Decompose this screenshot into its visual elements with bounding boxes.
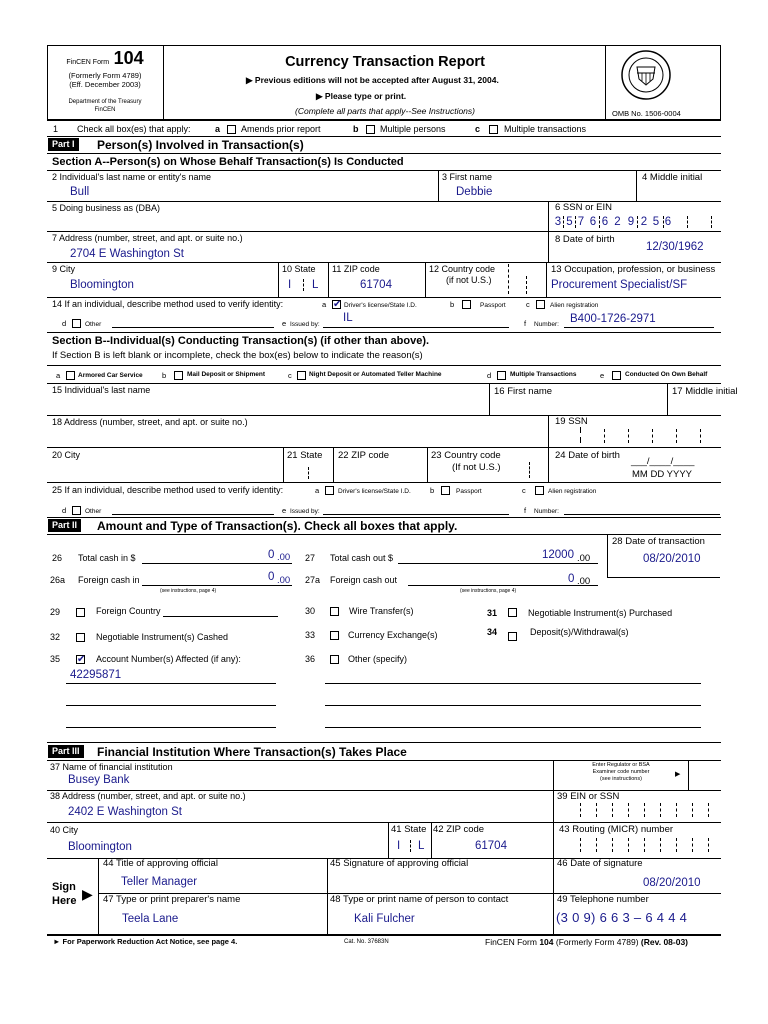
f26a-cents: .00 — [277, 575, 291, 586]
type-print-text: Please type or print. — [324, 91, 407, 101]
footer-form-number: 104 — [539, 937, 554, 947]
f14-c-label: Alien registration — [550, 302, 599, 309]
foreign-country-checkbox[interactable] — [76, 608, 85, 617]
f3-label: 3 First name — [442, 172, 493, 182]
f42-label: 42 ZIP code — [433, 824, 485, 835]
f42-zip-value[interactable]: 61704 — [475, 840, 507, 852]
f47-preparer-value[interactable]: Teela Lane — [122, 913, 179, 925]
f14-alien-registration-checkbox[interactable] — [536, 300, 545, 309]
f26a-label: Foreign cash in — [78, 575, 140, 585]
f6-label: 6 SSN or EIN — [555, 202, 613, 213]
f16-label: 16 First name — [494, 386, 553, 397]
amends-prior-checkbox[interactable] — [227, 125, 236, 134]
arrow-right-icon: ► — [53, 937, 61, 946]
deposit-withdrawal-checkbox[interactable] — [508, 632, 517, 641]
f6-ssn-value[interactable] — [552, 216, 674, 229]
f7-label: 7 Address (number, street, and apt. or suite no.) — [52, 233, 243, 243]
f41-state-digit-1[interactable]: I — [397, 840, 401, 852]
f14-other-checkbox[interactable] — [72, 319, 81, 328]
f17-label: 17 Middle initial — [672, 386, 738, 397]
f26-label: Total cash in $ — [78, 553, 136, 563]
f25-f-letter: f — [524, 506, 527, 515]
ssn-digit: 6 — [601, 216, 609, 228]
f41-label: 41 State — [391, 824, 427, 835]
form-formerly — [50, 71, 160, 89]
f39-label: 39 EIN or SSN — [557, 791, 620, 802]
f20-label: 20 City — [52, 450, 81, 460]
line1-b-letter: b — [353, 124, 359, 134]
ssn-digit: 2 — [640, 216, 648, 228]
f44-title-value[interactable]: Teller Manager — [121, 876, 198, 888]
instrument-cashed-checkbox[interactable] — [76, 633, 85, 642]
f10-label: 10 State — [282, 264, 316, 274]
f45-label: 45 Signature of approving official — [330, 858, 469, 869]
footer-rev: (Rev. 08-03) — [640, 937, 689, 947]
f35-label: Account Number(s) Affected (if any): — [96, 654, 241, 664]
f30-label: Wire Transfer(s) — [349, 606, 414, 616]
f26a-foreign-in-value[interactable]: 0 — [268, 571, 275, 583]
f14-d-label: Other — [85, 321, 102, 328]
mail-deposit-label: Mail Deposit or Shipment — [187, 371, 266, 378]
f32-label: Negotiable Instrument(s) Cashed — [96, 632, 229, 642]
ssn-digit: 2 — [614, 216, 621, 228]
wire-transfer-checkbox[interactable] — [330, 607, 339, 616]
f11-zip-value[interactable]: 61704 — [360, 279, 392, 291]
f25-alien-registration-checkbox[interactable] — [535, 486, 544, 495]
f14-a-label: Driver's license/State I.D. — [344, 302, 417, 309]
multiple-transactions-b-checkbox[interactable] — [497, 371, 506, 380]
f22-label: 22 ZIP code — [338, 450, 390, 461]
f48-label: 48 Type or print name of person to contact — [330, 894, 509, 905]
f27a-see-instr: (see instructions, page 4) — [460, 588, 517, 594]
section-b-subtitle: If Section B is left blank or incomplete, check the box(es) below to indicate the reason(s) — [52, 350, 423, 361]
f14-f-label: Number: — [534, 321, 559, 328]
f12-sub: (if not U.S.) — [446, 275, 492, 285]
f41-state-digit-2[interactable]: L — [418, 840, 425, 852]
rb-e-letter: e — [600, 371, 605, 380]
f30-num: 30 — [305, 606, 316, 616]
f26a-see-instr: (see instructions, page 4) — [160, 588, 217, 594]
f46-date-value[interactable]: 08/20/2010 — [643, 877, 701, 889]
f10-state-digit-2[interactable]: L — [312, 279, 319, 291]
f29-label: Foreign Country — [96, 606, 161, 616]
f25-drivers-license-checkbox[interactable] — [325, 486, 334, 495]
f44-label: 44 Title of approving official — [103, 858, 218, 869]
f35-account-value[interactable]: 42295871 — [70, 669, 122, 681]
footer-formerly: (Formerly Form 4789) — [555, 937, 639, 947]
footer-form-prefix: FinCEN Form — [485, 937, 537, 947]
f27a-cents: .00 — [577, 576, 591, 587]
f9-label: 9 City — [52, 264, 76, 274]
part1-tag: Part I — [48, 138, 79, 151]
f13-label: 13 Occupation, profession, or business — [551, 264, 716, 275]
f27-cents: .00 — [577, 553, 591, 564]
f11-label: 11 ZIP code — [332, 264, 380, 274]
f32-num: 32 — [50, 632, 61, 642]
f14-b-letter: b — [450, 300, 455, 309]
arrow-right-icon: ▶ — [316, 91, 323, 101]
f14-f-letter: f — [524, 319, 527, 328]
f46-label: 46 Date of signature — [557, 858, 643, 869]
f14-label: 14 If an individual, describe method used to verify identity: — [52, 299, 284, 309]
page-title: Currency Transaction Report — [285, 54, 485, 70]
ssn-digit: 9 — [627, 216, 635, 228]
f24-format: MM DD YYYY — [632, 469, 693, 480]
armored-car-label: Armored Car Service — [78, 372, 143, 379]
form-prefix: FinCEN Form — [66, 59, 110, 66]
f4-label: 4 Middle initial — [642, 172, 703, 183]
armored-car-checkbox[interactable] — [66, 371, 75, 380]
multiple-transactions-checkbox[interactable] — [489, 125, 498, 134]
own-behalf-checkbox[interactable] — [612, 371, 621, 380]
f38-address-value[interactable]: 2402 E Washington St — [68, 806, 183, 818]
f8-label: 8 Date of birth — [555, 234, 615, 245]
paperwork-note — [53, 937, 237, 946]
line1-text: Check all box(es) that apply: — [77, 124, 191, 134]
f25-label: 25 If an individual, describe method used to verify identity: — [52, 485, 284, 495]
f25-other-checkbox[interactable] — [72, 506, 81, 515]
f25-c-label: Alien registration — [548, 488, 597, 495]
multiple-persons-label: Multiple persons — [380, 124, 446, 134]
f36-num: 36 — [305, 654, 316, 664]
here-word: Here — [52, 895, 77, 907]
dept-text: Department of the Treasury — [68, 99, 142, 105]
agency-text: FinCEN — [94, 107, 116, 113]
f3-first-name-value[interactable]: Debbie — [456, 186, 493, 198]
f13-occupation-value[interactable]: Procurement Specialist/SF — [551, 279, 688, 291]
amends-prior-label: Amends prior report — [241, 124, 321, 134]
ssn-digit: 5 — [566, 216, 573, 228]
dept-block — [50, 98, 160, 114]
rb-c-letter: c — [288, 371, 292, 380]
f23-label: 23 Country code — [431, 450, 501, 461]
night-deposit-label: Night Deposit or Automated Teller Machine — [309, 371, 442, 378]
f49-label: 49 Telephone number — [557, 894, 649, 905]
section-b-title: Section B--Individual(s) Conducting Transaction(s) (if other than above). — [52, 335, 430, 347]
form-number: 104 — [113, 48, 144, 68]
f25-d-label: Other — [85, 508, 102, 515]
other-specify-checkbox[interactable] — [330, 655, 339, 664]
part3-title: Financial Institution Where Transaction(s) Takes Place — [97, 745, 407, 759]
f24-label: 24 Date of birth — [555, 450, 620, 461]
f2-last-name-value[interactable]: Bull — [70, 186, 90, 198]
formerly-text: (Formerly Form 4789) — [68, 71, 142, 80]
part1-title: Person(s) Involved in Transaction(s) — [97, 138, 304, 152]
f28-label: 28 Date of transaction — [612, 536, 705, 547]
night-deposit-checkbox[interactable] — [297, 371, 306, 380]
multiple-persons-checkbox[interactable] — [366, 125, 375, 134]
sign-arrow-icon: ▶ — [82, 886, 93, 902]
arrow-right-icon: ▶ — [246, 75, 253, 85]
f12-label: 12 Country code — [429, 264, 496, 274]
f38-label: 38 Address (number, street, and apt. or suite no.) — [50, 791, 246, 801]
f25-d-letter: d — [62, 506, 67, 515]
f25-b-label: Passport — [456, 488, 482, 495]
complete-all-note: (Complete all parts that apply--See Instructions) — [295, 106, 475, 116]
f40-city-value[interactable]: Bloomington — [68, 841, 132, 853]
f37-institution-value[interactable]: Busey Bank — [68, 774, 130, 786]
f18-label: 18 Address (number, street, and apt. or suite no.) — [52, 417, 248, 427]
multiple-transactions-b-label: Multiple Transactions — [510, 371, 577, 378]
f27-cash-out-value[interactable]: 12000 — [542, 549, 574, 561]
section-a-title: Section A--Person(s) on Whose Behalf Transaction(s) Is Conducted — [52, 156, 404, 168]
ssn-digit: 6 — [664, 216, 672, 228]
regulator-line2: Examiner code number — [592, 769, 650, 775]
f40-label: 40 City — [50, 825, 79, 835]
f14-e-label: Issued by: — [290, 321, 320, 328]
arrow-right-icon: ▶ — [675, 771, 681, 778]
f8-dob-value[interactable]: 12/30/1962 — [646, 241, 704, 253]
f26-num: 26 — [52, 553, 63, 563]
f25-c-letter: c — [522, 486, 526, 495]
own-behalf-label: Conducted On Own Behalf — [625, 371, 708, 378]
line1-num: 1 — [53, 124, 59, 134]
f25-a-label: Driver's license/State I.D. — [338, 488, 411, 495]
treasury-seal-icon — [620, 49, 672, 101]
f9-city-value[interactable]: Bloomington — [70, 279, 134, 291]
f14-number-value[interactable]: B400-1726-2971 — [570, 313, 656, 325]
f14-e-letter: e — [282, 319, 287, 328]
paperwork-text: For Paperwork Reduction Act Notice, see page 4. — [62, 937, 238, 946]
f24-separator: ___/____/____ — [631, 456, 695, 467]
f14-d-letter: d — [62, 319, 67, 328]
prev-editions-note — [246, 75, 499, 86]
f27-label: Total cash out $ — [330, 553, 394, 563]
f33-num: 33 — [305, 630, 316, 640]
ssn-digit: 7 — [577, 216, 585, 228]
f27a-num: 27a — [305, 575, 321, 585]
cat-number: Cat. No. 37683N — [344, 939, 389, 945]
instrument-purchased-checkbox[interactable] — [508, 608, 517, 617]
f14-passport-checkbox[interactable] — [462, 300, 471, 309]
type-print-note — [316, 91, 406, 102]
part2-title: Amount and Type of Transaction(s). Check all boxes that apply. — [97, 519, 458, 533]
f34-label: Deposit(s)/Withdrawal(s) — [530, 627, 629, 637]
part2-tag: Part II — [48, 519, 81, 532]
f31-num: 31 — [487, 608, 498, 618]
sign-here-label — [52, 880, 76, 908]
f31-label: Negotiable Instrument(s) Purchased — [528, 608, 673, 618]
f14-b-label: Passport — [480, 302, 506, 309]
line1-a-letter: a — [215, 124, 221, 134]
sign-word: Sign — [52, 881, 76, 893]
f27a-foreign-out-value[interactable]: 0 — [568, 573, 575, 585]
rb-b-letter: b — [162, 371, 167, 380]
f43-label: 43 Routing (MICR) number — [559, 824, 674, 835]
regulator-line1: Enter Regulator or BSA — [592, 762, 650, 768]
f29-num: 29 — [50, 607, 61, 617]
f47-label: 47 Type or print preparer's name — [103, 894, 241, 905]
f14-a-letter: a — [322, 300, 327, 309]
f14-issued-by-value[interactable]: IL — [343, 312, 353, 324]
footer-form-id — [485, 937, 688, 947]
f35-num: 35 — [50, 654, 61, 664]
f14-drivers-license-checkbox[interactable]: ✔ — [333, 299, 342, 310]
f25-f-label: Number: — [534, 508, 559, 515]
ssn-digit: 6 — [589, 216, 597, 228]
f25-passport-checkbox[interactable] — [441, 486, 450, 495]
prev-editions-text: Previous editions will not be accepted after August 31, 2004. — [254, 75, 499, 85]
line1-c-letter: c — [475, 124, 481, 134]
f19-label: 19 SSN — [555, 416, 588, 427]
f7-address-value[interactable]: 2704 E Washington St — [70, 248, 185, 260]
account-numbers-checkbox[interactable]: ✔ — [77, 654, 86, 665]
f37-label: 37 Name of financial institution — [50, 762, 173, 772]
f26-cash-in-value[interactable]: 0 — [268, 549, 275, 561]
regulator-line3: (see instructions) — [600, 776, 642, 782]
f25-e-label: Issued by: — [290, 508, 320, 515]
eff-date: (Eff. December 2003) — [69, 80, 141, 89]
f25-e-letter: e — [282, 506, 287, 515]
omb-number: OMB No. 1506-0004 — [612, 109, 681, 118]
f34-num: 34 — [487, 627, 498, 637]
part3-tag: Part III — [48, 745, 84, 758]
f26a-num: 26a — [50, 575, 66, 585]
f26-cents: .00 — [277, 552, 291, 563]
f48-contact-value[interactable]: Kali Fulcher — [354, 913, 415, 925]
multiple-transactions-label: Multiple transactions — [504, 124, 587, 134]
f10-state-digit-1[interactable]: I — [288, 279, 292, 291]
ssn-digit: 5 — [652, 216, 660, 228]
f36-label: Other (specify) — [348, 654, 408, 664]
f27-num: 27 — [305, 553, 316, 563]
mail-deposit-checkbox[interactable] — [174, 371, 183, 380]
f5-label: 5 Doing business as (DBA) — [52, 203, 161, 213]
f23-sub: (If not U.S.) — [452, 462, 501, 473]
f49-phone-value[interactable]: (3 0 9) 6 6 3 – 6 4 4 4 — [556, 910, 688, 925]
regulator-code-label — [556, 762, 686, 783]
f27a-label: Foreign cash out — [330, 575, 398, 585]
f2-label: 2 Individual's last name or entity's name — [52, 172, 212, 182]
rb-a-letter: a — [56, 371, 61, 380]
f21-label: 21 State — [287, 450, 323, 461]
f25-b-letter: b — [430, 486, 435, 495]
form-id — [50, 48, 160, 69]
rb-d-letter: d — [487, 371, 492, 380]
ssn-digit: 3 — [554, 216, 562, 228]
f15-label: 15 Individual's last name — [52, 385, 151, 395]
f28-date-value[interactable]: 08/20/2010 — [643, 553, 701, 565]
f33-label: Currency Exchange(s) — [348, 630, 438, 640]
f14-c-letter: c — [526, 300, 530, 309]
currency-exchange-checkbox[interactable] — [330, 631, 339, 640]
f25-a-letter: a — [315, 486, 320, 495]
